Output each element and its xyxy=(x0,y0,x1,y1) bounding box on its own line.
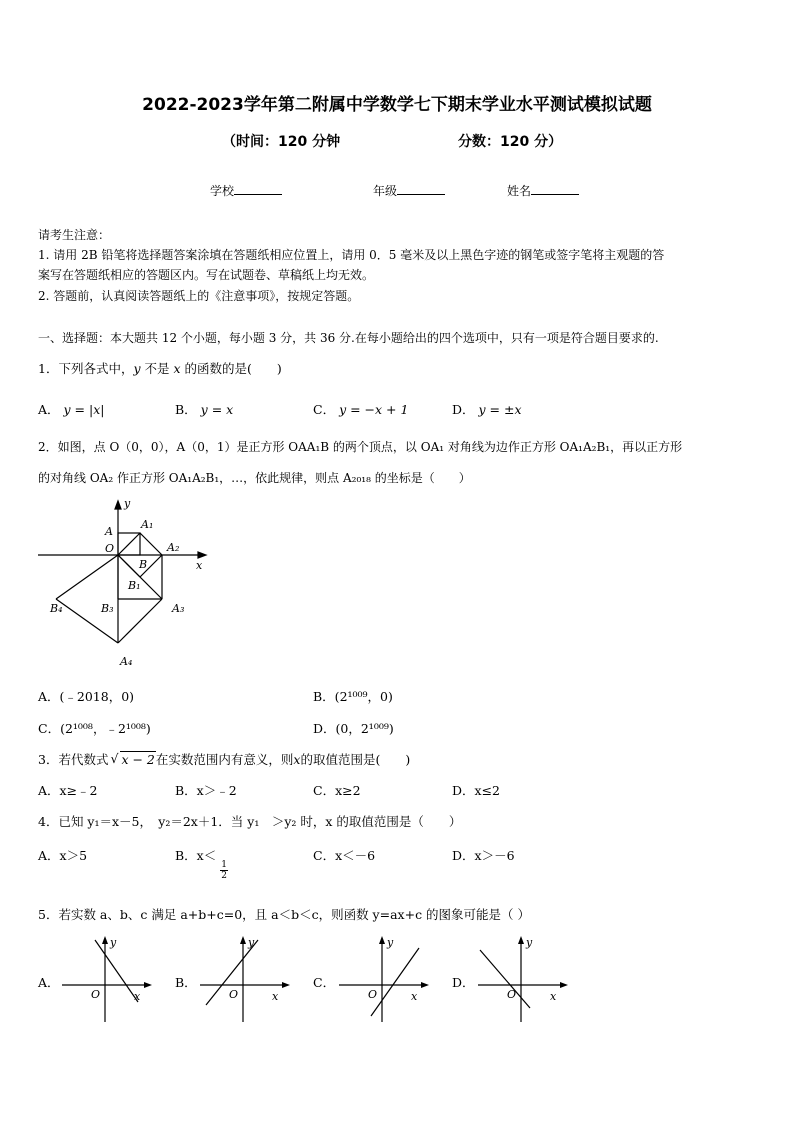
q2-label-a2: A₂ xyxy=(167,541,180,554)
q5-stem: 5．若实数 a、b、c 满足 a+b+c=0，且 a＜b＜c，则函数 y=ax+c 的图象可能是（ ） xyxy=(38,907,531,922)
q2-stem-line-2: 的对角线 OA₂ 作正方形 OA₁A₂B₁，…，依此规律，则点 A₂₀₁₈ 的坐标是（ ） xyxy=(38,471,471,485)
q2-edge-b4o xyxy=(56,555,118,599)
q1-option-b[interactable] xyxy=(175,400,233,418)
q1-stem-part-b: 不是 xyxy=(140,361,174,376)
q5-option-b-label[interactable]: B． xyxy=(175,975,197,990)
q3-radical xyxy=(110,752,155,767)
q2-option-d[interactable]: D．(0，2¹⁰⁰⁹) xyxy=(313,721,394,736)
q1-option-b-label: B． xyxy=(175,402,197,417)
q1-option-c-label: C． xyxy=(313,402,336,417)
q2-label-a4: A₄ xyxy=(120,655,133,668)
q3-stem-part-a: 3．若代数式 xyxy=(38,752,109,767)
q2-option-c[interactable]: C．(2¹⁰⁰⁸，﹣2¹⁰⁰⁸) xyxy=(38,721,151,736)
q3-option-c[interactable]: C．x≥2 xyxy=(313,783,361,798)
name-blank[interactable] xyxy=(531,183,579,195)
exam-time: （时间：120 分钟 xyxy=(222,134,341,150)
notice-item-1-line-1: 1. 请用 2B 铅笔将选择题答案涂填在答题纸相应位置上，请用 0．5 毫米及以上黑色字迹的钢笔或签字笔将主观题的答 xyxy=(38,248,665,262)
q5-graph-b[interactable] xyxy=(198,930,293,1025)
q5-option-a-label[interactable]: A． xyxy=(38,975,60,990)
q2-label-b4: B₄ xyxy=(50,602,63,615)
q5-graph-d[interactable] xyxy=(476,930,571,1025)
q5-graph-d-origin: O xyxy=(507,988,517,1001)
q5-graph-c[interactable] xyxy=(337,930,432,1025)
q4-option-b[interactable] xyxy=(175,846,228,881)
q2-edge-a3a4 xyxy=(118,599,162,643)
section-1-heading: 一、选择题：本大题共 12 个小题，每小题 3 分，共 36 分.在每小题给出的四个选项中，只有一项是符合题目要求的. xyxy=(38,331,659,345)
exam-score: 分数：120 分） xyxy=(458,134,563,150)
q1-option-c-text: y = −x + 1 xyxy=(339,402,409,417)
q2-edge-a1a2 xyxy=(140,533,162,555)
q1-option-d-label: D． xyxy=(452,402,475,417)
q4-option-d[interactable]: D．x＞－6 xyxy=(452,848,515,863)
q2-y-arrow xyxy=(115,501,121,509)
q1-option-d[interactable] xyxy=(452,400,522,418)
q1-var-x: x xyxy=(173,361,181,376)
q4-stem: 4．已知 y₁＝x－5， y₂＝2x＋1．当 y₁ ＞y₂ 时，x 的取值范围是（ ） xyxy=(38,814,462,829)
q2-label-a3: A₃ xyxy=(172,602,185,615)
grade-label: 年级 xyxy=(373,184,398,198)
q1-option-a-label: A． xyxy=(38,402,60,417)
notice-item-1-line-2: 案写在答题纸相应的答题区内。写在试题卷、草稿纸上均无效。 xyxy=(38,268,375,282)
q3-option-b[interactable]: B．x＞﹣2 xyxy=(175,783,237,798)
q2-label-o: O xyxy=(105,542,115,555)
q1-option-a[interactable] xyxy=(38,400,104,418)
q5-graph-a-line xyxy=(95,940,138,1002)
q3-stem xyxy=(38,750,410,768)
q5-graph-a[interactable] xyxy=(60,930,155,1025)
q1-option-b-text: y = x xyxy=(200,402,234,417)
q2-x-arrow xyxy=(198,552,206,558)
q1-stem-part-a: 1．下列各式中， xyxy=(38,361,134,376)
q4-option-b-label: B．x＜ xyxy=(175,848,217,863)
q1-stem xyxy=(38,359,282,377)
name-field xyxy=(507,182,579,199)
q5-graph-c-origin: O xyxy=(368,988,378,1001)
q5-graph-c-y-label: y xyxy=(387,936,394,949)
q3-option-a[interactable]: A．x≥﹣2 xyxy=(38,783,98,798)
notice-item-2: 2. 答题前，认真阅读答题纸上的《注意事项》，按规定答题。 xyxy=(38,289,360,303)
q5-graph-a-x-label: x xyxy=(134,990,141,1003)
q4-option-b-fraction xyxy=(220,860,228,881)
exam-title: 2022-2023学年第二附属中学数学七下期末学业水平测试模拟试题 xyxy=(142,95,652,115)
grade-field xyxy=(373,182,445,199)
q5-graph-b-x-label: x xyxy=(272,990,279,1003)
q4-fraction-numerator: 1 xyxy=(221,860,227,870)
q4-option-a[interactable]: A．x＞5 xyxy=(38,848,88,863)
q4-fraction-denominator: 2 xyxy=(221,871,227,881)
radical-sign-icon: √ xyxy=(110,751,119,766)
q5-graph-d-line xyxy=(480,950,530,1008)
q1-option-c[interactable] xyxy=(313,400,408,418)
q5-graph-b-origin: O xyxy=(229,988,239,1001)
q2-label-b1: B₁ xyxy=(128,579,141,592)
q5-graph-a-y-label: y xyxy=(110,936,117,949)
q1-option-d-text: y = ±x xyxy=(478,402,522,417)
q2-label-b: B xyxy=(139,558,148,571)
q5-option-c-label[interactable]: C． xyxy=(313,975,336,990)
q2-option-a[interactable]: A．(﹣2018，0) xyxy=(38,689,135,704)
school-label: 学校 xyxy=(210,184,235,198)
name-label: 姓名 xyxy=(507,184,532,198)
q1-option-a-text: y = |x| xyxy=(63,402,105,417)
q2-label-a: A xyxy=(105,525,113,538)
q5-graph-d-y-label: y xyxy=(526,936,533,949)
q4-option-c[interactable]: C．x＜－6 xyxy=(313,848,376,863)
q5-option-d-label[interactable]: D． xyxy=(452,975,475,990)
q5-graph-c-x-label: x xyxy=(411,990,418,1003)
q3-var-x: x xyxy=(293,752,301,767)
q3-radicand: x − 2 xyxy=(121,752,155,767)
q2-option-b[interactable]: B．(2¹⁰⁰⁹，0) xyxy=(313,689,393,704)
q3-stem-part-b: 在实数范围内有意义，则 xyxy=(155,752,294,767)
q2-diagonal-oa1 xyxy=(118,533,140,555)
q2-stem-line-1: 2．如图，点 O（0，0），A（0，1）是正方形 OAA₁B 的两个顶点，以 OA₁ 对角线为边作正方形 OA₁A₂B₁，再以正方形 xyxy=(38,440,683,454)
q2-label-x: x xyxy=(196,559,203,572)
q2-label-y: y xyxy=(124,497,131,510)
q1-stem-part-c: 的函数的是( ) xyxy=(180,361,282,376)
school-blank[interactable] xyxy=(234,183,282,195)
q3-stem-part-c: 的取值范围是( ) xyxy=(300,752,411,767)
q5-graph-d-x-label: x xyxy=(550,990,557,1003)
q1-var-y: y xyxy=(133,361,141,376)
q5-graph-b-y-label: y xyxy=(248,936,255,949)
school-field xyxy=(210,182,282,199)
q2-label-a1: A₁ xyxy=(141,518,154,531)
q3-option-d[interactable]: D．x≤2 xyxy=(452,783,500,798)
notice-heading: 请考生注意： xyxy=(38,228,111,242)
q5-graph-c-line xyxy=(371,948,419,1016)
q2-label-b3: B₃ xyxy=(101,602,114,615)
q5-graph-a-origin: O xyxy=(91,988,101,1001)
grade-blank[interactable] xyxy=(397,183,445,195)
q2-figure xyxy=(36,495,216,675)
